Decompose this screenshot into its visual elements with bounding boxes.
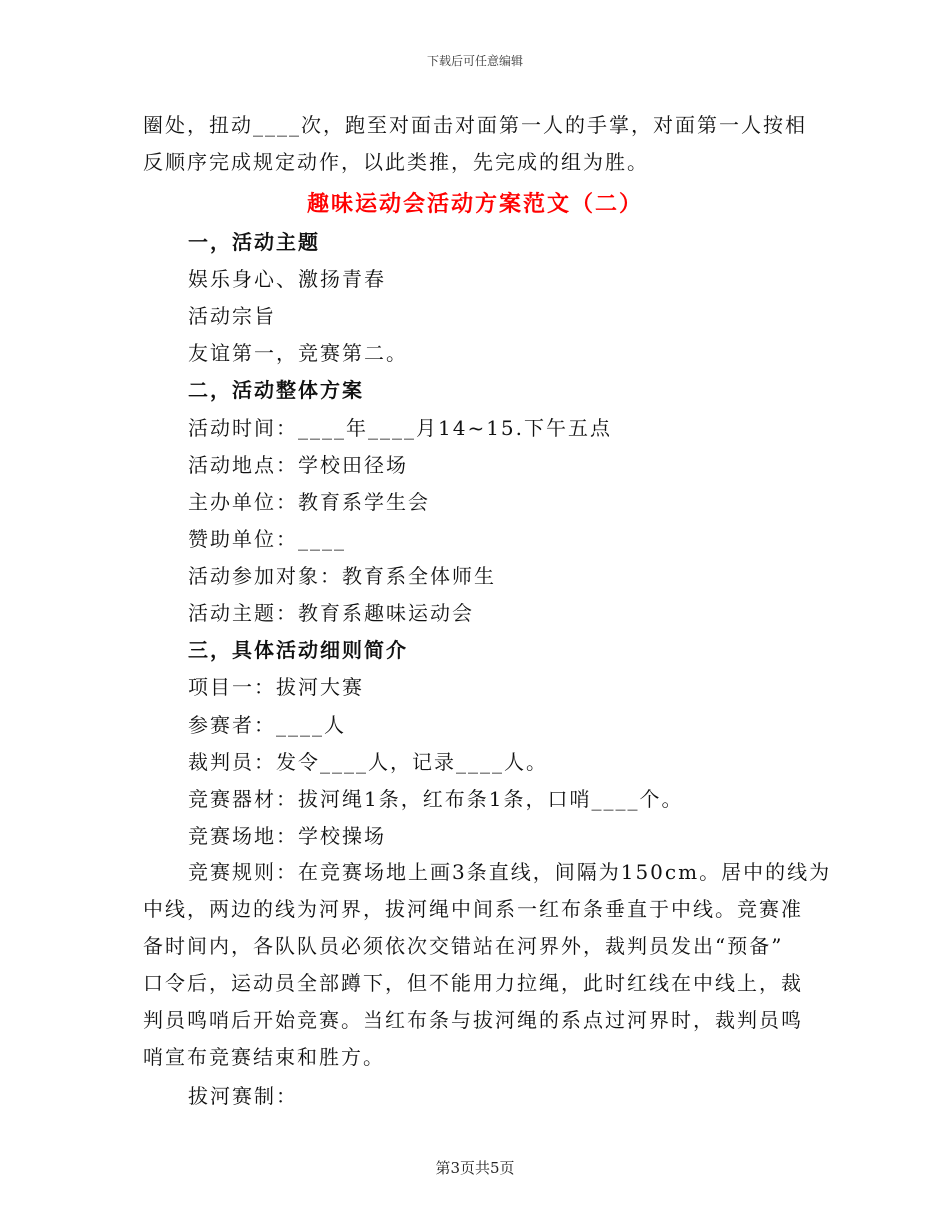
body-paragraph-line: 反顺序完成规定动作，以此类推，先完成的组为胜。 — [143, 150, 649, 174]
section-title: 趣味运动会活动方案范文（二） — [306, 191, 643, 217]
body-line: 娱乐身心、激扬青春 — [188, 267, 386, 291]
body-line: 裁判员：发令____人，记录____人。 — [188, 750, 548, 774]
body-line: 竞赛场地：学校操场 — [188, 824, 386, 848]
body-line: 赞助单位：____ — [188, 527, 346, 551]
body-line: 活动地点：学校田径场 — [188, 453, 408, 477]
body-paragraph-line: 竞赛规则：在竞赛场地上画3条直线，间隔为150cm。居中的线为 — [188, 860, 832, 884]
body-paragraph-line: 圈处，扭动____次，跑至对面击对面第一人的手掌，对面第一人按相 — [143, 113, 807, 137]
section-heading-1: 一，活动主题 — [188, 230, 320, 254]
body-line: 活动参加对象：教育系全体师生 — [188, 564, 496, 588]
body-paragraph-line: 判员鸣哨后开始竞赛。当红布条与拔河绳的系点过河界时，裁判员鸣 — [143, 1008, 803, 1032]
body-line: 参赛者：____人 — [188, 713, 346, 737]
page-header: 下载后可任意编辑 — [426, 54, 523, 68]
body-paragraph-line: 中线，两边的线为河界，拔河绳中间系一红布条垂直于中线。竞赛准 — [143, 897, 803, 921]
page-footer: 第3页共5页 — [435, 1159, 515, 1177]
body-paragraph-line: 备时间内，各队队员必须依次交错站在河界外，裁判员发出“预备” — [143, 934, 784, 958]
body-line: 活动主题：教育系趣味运动会 — [188, 601, 474, 625]
body-line: 主办单位：教育系学生会 — [188, 490, 430, 514]
body-line: 项目一：拔河大赛 — [188, 675, 364, 699]
body-line: 竞赛器材：拔河绳1条，红布条1条，口哨____个。 — [188, 787, 684, 811]
body-line: 友谊第一，竞赛第二。 — [188, 341, 408, 365]
body-line: 活动宗旨 — [188, 304, 276, 328]
body-paragraph-line: 哨宣布竞赛结束和胜方。 — [143, 1045, 385, 1069]
body-line: 活动时间：____年____月14~15.下午五点 — [188, 416, 613, 440]
body-line: 拔河赛制： — [188, 1084, 298, 1108]
section-heading-3: 三，具体活动细则简介 — [188, 638, 408, 662]
body-paragraph-line: 口令后，运动员全部蹲下，但不能用力拉绳，此时红线在中线上，裁 — [143, 971, 803, 995]
section-heading-2: 二，活动整体方案 — [188, 378, 364, 402]
